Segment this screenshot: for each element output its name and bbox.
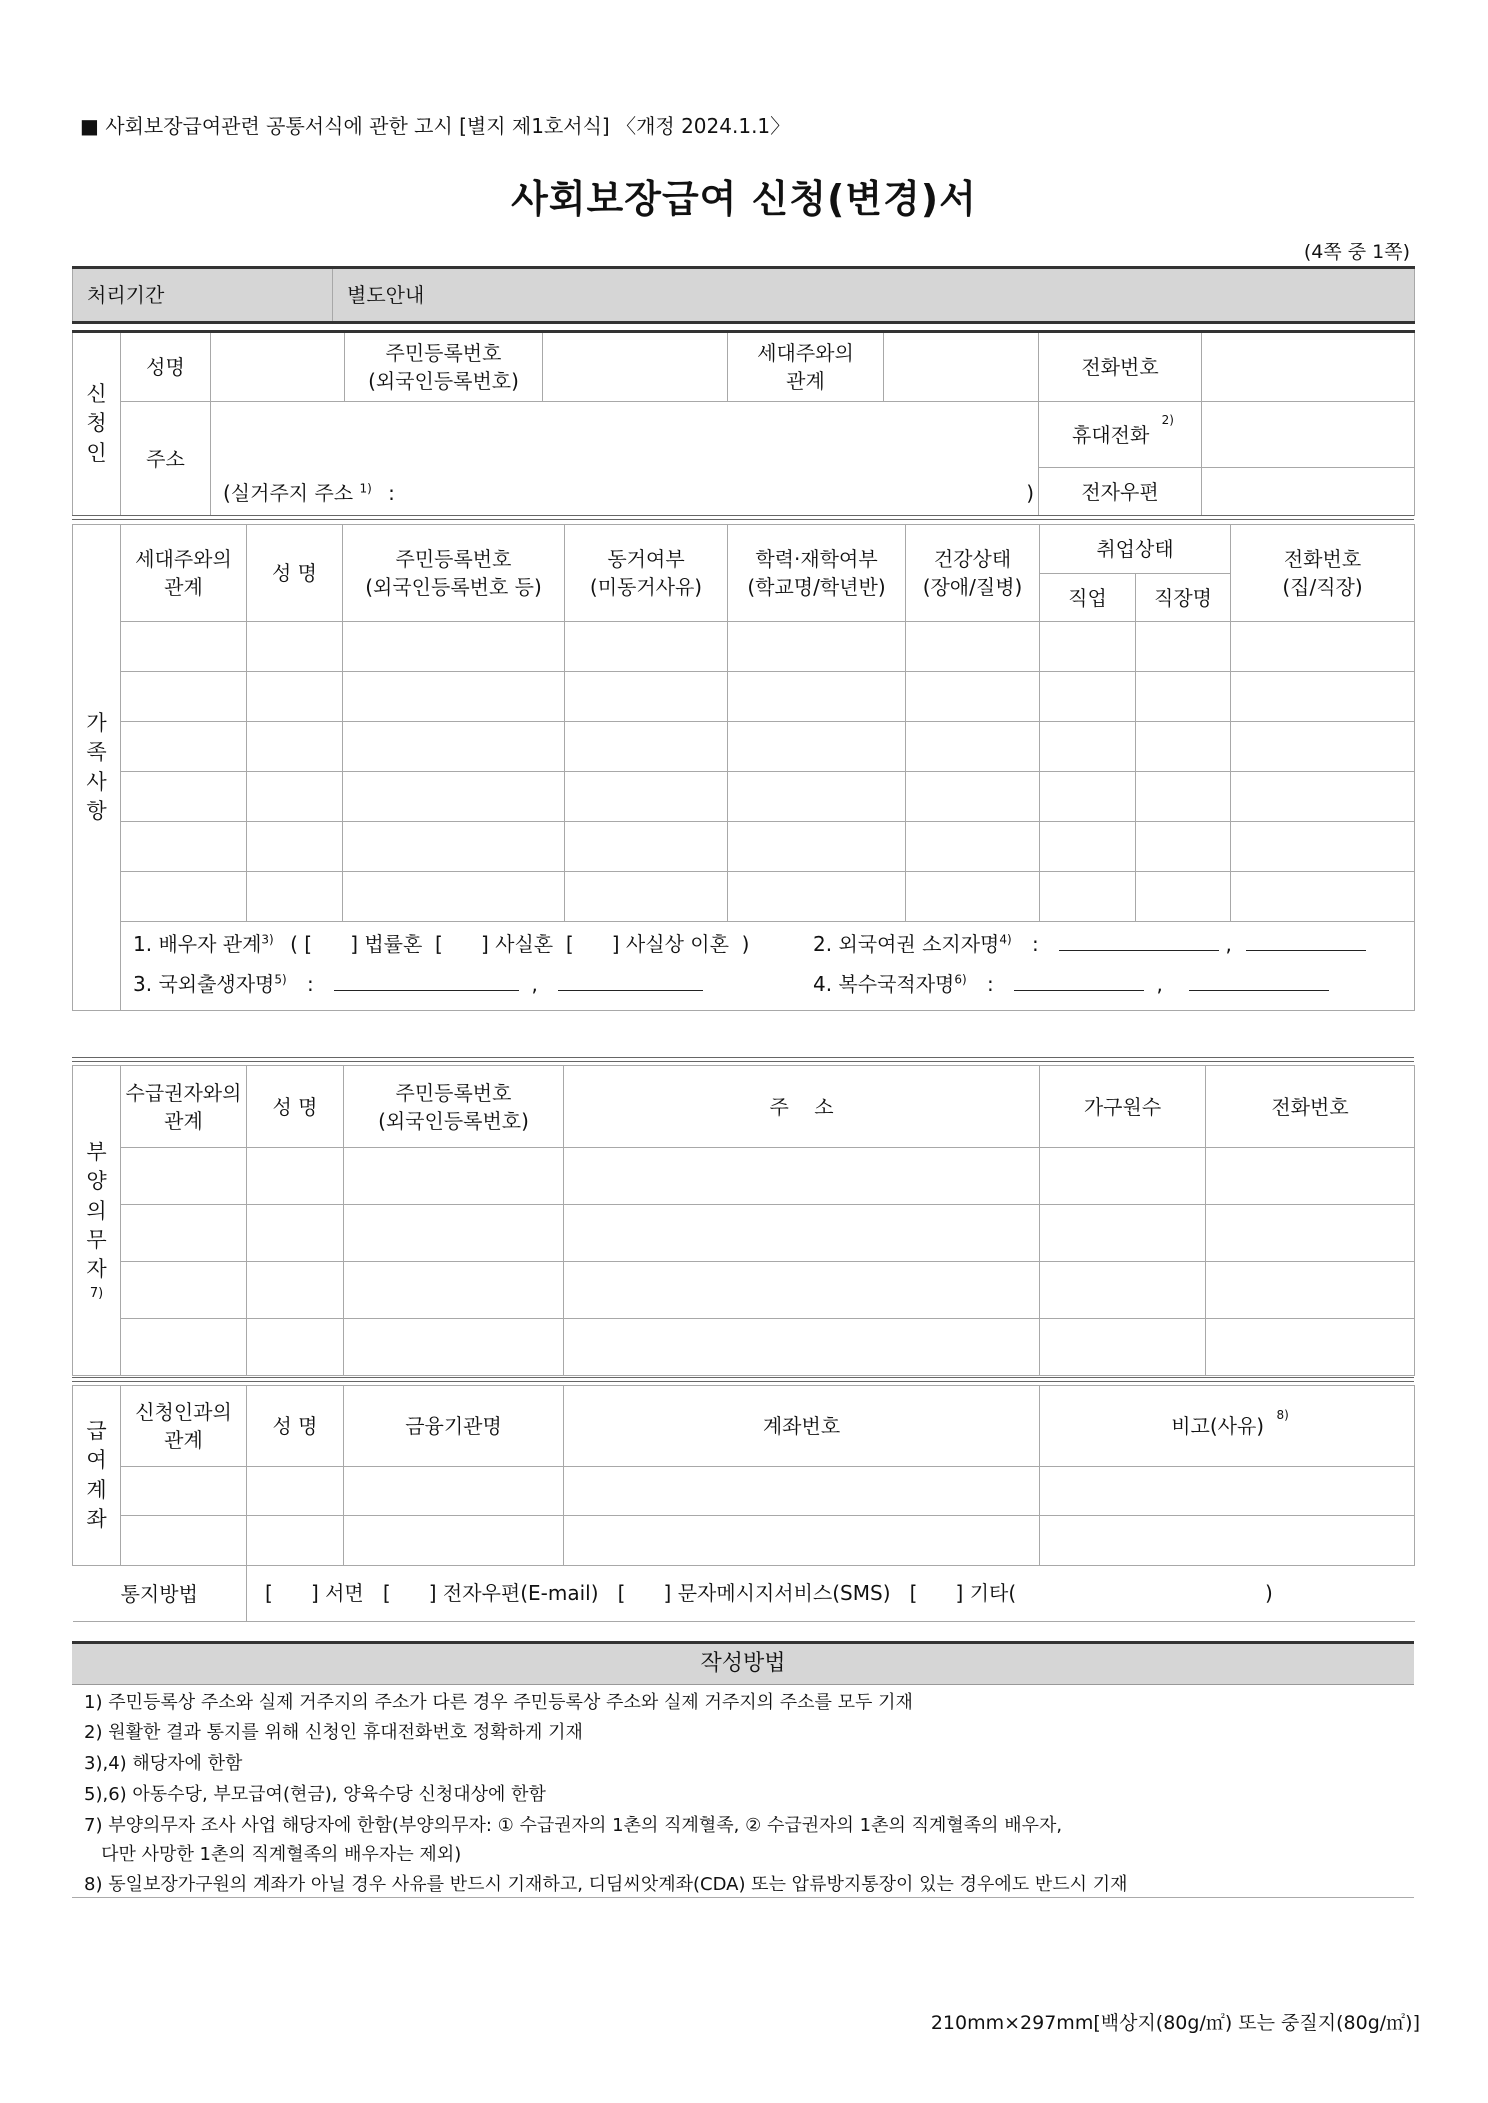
cell[interactable] <box>121 1516 247 1566</box>
support-rel-line1: 수급권자와의 <box>125 1080 242 1105</box>
cell[interactable] <box>728 772 906 822</box>
applicant-relation-label <box>728 332 884 402</box>
family-section-text: 가족사항 <box>86 710 107 823</box>
cell[interactable] <box>1040 622 1136 672</box>
mobile-label-text: 휴대전화 <box>1072 422 1150 447</box>
spouse-relation-options[interactable]: ( [ ] 법률혼 [ ] 사실혼 [ ] 사실상 이혼 ) <box>290 932 750 956</box>
cell[interactable] <box>247 1467 344 1516</box>
cell[interactable] <box>121 1205 247 1262</box>
family-col-job: 직업 <box>1040 574 1136 622</box>
q4-comma: , <box>1156 972 1163 996</box>
applicant-email-field[interactable] <box>1202 468 1415 516</box>
family-col-workplace: 직장명 <box>1136 574 1231 622</box>
family-edu-line1: 학력·재학여부 <box>755 547 878 571</box>
cell[interactable] <box>565 722 728 772</box>
q2-label: 2. 외국여권 소지자명 <box>813 932 1000 956</box>
family-col-rrn <box>343 525 565 622</box>
account-col-bank: 금융기관명 <box>344 1386 564 1467</box>
account-note-sup: 8) <box>1276 1408 1289 1423</box>
account-col-name: 성 명 <box>247 1386 344 1467</box>
q2-blank-1[interactable] <box>1059 932 1219 951</box>
cell[interactable] <box>1206 1205 1415 1262</box>
cell[interactable] <box>565 872 728 922</box>
applicant-rel-line2: 관계 <box>786 369 825 393</box>
family-col-education <box>728 525 906 622</box>
mobile-sup: 2) <box>1161 412 1174 427</box>
account-rel-line2: 관계 <box>164 1428 203 1452</box>
cell[interactable] <box>247 1319 344 1376</box>
family-col-relation <box>121 525 247 622</box>
support-section-text: 부양의무자 <box>86 1139 107 1282</box>
q3-blank-2[interactable] <box>558 972 703 991</box>
q1-label: 1. 배우자 관계 <box>133 932 262 956</box>
table-row <box>73 1319 1415 1376</box>
cell[interactable] <box>1231 622 1415 672</box>
applicant-rrn-field[interactable] <box>543 332 728 402</box>
table-row <box>73 722 1415 772</box>
cell[interactable] <box>121 722 247 772</box>
family-live-line1: 동거여부 <box>607 547 685 571</box>
cell[interactable] <box>343 622 565 672</box>
cell[interactable] <box>564 1516 1040 1566</box>
applicant-table <box>72 330 1415 516</box>
cell[interactable] <box>906 722 1040 772</box>
cell[interactable] <box>344 1319 564 1376</box>
table-row <box>73 1148 1415 1205</box>
cell[interactable] <box>1136 622 1231 672</box>
cell[interactable] <box>565 822 728 872</box>
instruction-line: 다만 사망한 1촌의 직계혈족의 배우자는 제외) <box>84 1844 462 1865</box>
cell[interactable] <box>1136 672 1231 722</box>
page-title: 사회보장급여 신청(변경)서 <box>511 177 977 221</box>
cell[interactable] <box>906 772 1040 822</box>
cell[interactable] <box>1040 1319 1206 1376</box>
support-section-label <box>73 1066 121 1376</box>
cell[interactable] <box>906 822 1040 872</box>
cell[interactable] <box>1231 672 1415 722</box>
cell[interactable] <box>906 672 1040 722</box>
applicant-name-field[interactable] <box>211 332 345 402</box>
cell[interactable] <box>121 672 247 722</box>
cell[interactable] <box>1040 1148 1206 1205</box>
cell[interactable] <box>343 872 565 922</box>
family-health-line2: (장애/질병) <box>922 575 1023 599</box>
cell[interactable] <box>247 872 343 922</box>
foreign-born-question <box>133 970 703 998</box>
notify-options <box>247 1566 1415 1622</box>
cell[interactable] <box>1040 722 1136 772</box>
cell[interactable] <box>247 672 343 722</box>
cell[interactable] <box>1040 1205 1206 1262</box>
family-rrn-line2: (외국인등록번호 등) <box>365 575 542 599</box>
cell[interactable] <box>247 822 343 872</box>
family-phone-line2: (집/직장) <box>1282 575 1363 599</box>
cell[interactable] <box>1040 872 1136 922</box>
cell[interactable] <box>247 1205 344 1262</box>
cell[interactable] <box>728 822 906 872</box>
real-address-sup: 1) <box>359 481 372 496</box>
page-number: (4쪽 중 1쪽) <box>1303 241 1410 263</box>
table-row <box>73 672 1415 722</box>
family-edu-line2: (학교명/학년반) <box>747 575 886 599</box>
support-rrn-line2: (외국인등록번호) <box>378 1108 529 1133</box>
q4-blank-1[interactable] <box>1014 972 1144 991</box>
applicant-address-field[interactable] <box>211 402 1039 516</box>
support-section-sup: 7) <box>89 1285 104 1301</box>
form-notice: ■ 사회보장급여관련 공통서식에 관한 고시 [별지 제1호서식] 〈개정 2024.1.1〉 <box>80 114 791 138</box>
account-section-label <box>73 1386 121 1566</box>
table-row <box>73 872 1415 922</box>
instruction-line: 8) 동일보장가구원의 계좌가 아닐 경우 사유를 반드시 기재하고, 디딤씨앗계좌(CDA) 또는 압류방지통장이 있는 경우에도 반드시 기재 <box>84 1874 1128 1895</box>
q2-comma: , <box>1225 932 1232 956</box>
cell[interactable] <box>344 1205 564 1262</box>
cell[interactable] <box>906 872 1040 922</box>
cell[interactable] <box>1040 1467 1415 1516</box>
cell[interactable] <box>565 622 728 672</box>
q3-blank-1[interactable] <box>334 972 519 991</box>
processing-table <box>72 266 1415 324</box>
section-divider <box>72 1381 1414 1382</box>
foreign-passport-question <box>813 930 1366 958</box>
cell[interactable] <box>247 1262 344 1319</box>
cell[interactable] <box>564 1319 1040 1376</box>
cell[interactable] <box>343 722 565 772</box>
cell[interactable] <box>728 672 906 722</box>
instruction-line: 1) 주민등록상 주소와 실제 거주지의 주소가 다른 경우 주민등록상 주소와 실제 거주지의 주소를 모두 기재 <box>84 1692 913 1713</box>
account-col-relation <box>121 1386 247 1467</box>
section-divider <box>72 1377 1414 1378</box>
family-section-label <box>73 525 121 1011</box>
account-section-text: 급여계좌 <box>86 1418 107 1531</box>
paper-spec-footer: 210mm×297mm[백상지(80g/㎡) 또는 중질지(80g/㎡)] <box>930 2012 1420 2034</box>
support-col-phone: 전화번호 <box>1206 1066 1415 1148</box>
family-health-line1: 건강상태 <box>933 547 1012 571</box>
cell[interactable] <box>1136 872 1231 922</box>
table-row <box>73 1467 1415 1516</box>
instruction-line: 7) 부양의무자 조사 사업 해당자에 한함(부양의무자: ① 수급권자의 1촌의 직계혈족, ② 수급권자의 1촌의 직계혈족의 배우자, <box>84 1815 1063 1836</box>
q4-label: 4. 복수국적자명 <box>813 972 955 996</box>
cell[interactable] <box>247 622 343 672</box>
family-col-employment: 취업상태 <box>1040 525 1231 574</box>
cell[interactable] <box>728 872 906 922</box>
cell[interactable] <box>343 772 565 822</box>
applicant-mobile-label <box>1039 402 1202 468</box>
cell[interactable] <box>121 1467 247 1516</box>
instructions-title: 작성방법 <box>72 1641 1414 1685</box>
instruction-line: 2) 원활한 결과 통지를 위해 신청인 휴대전화번호 정확하게 기재 <box>84 1722 583 1743</box>
cell[interactable] <box>1040 1262 1206 1319</box>
cell[interactable] <box>247 772 343 822</box>
spouse-relation-question <box>133 930 749 958</box>
notify-option-list[interactable]: [ ] 서면 [ ] 전자우편(E-mail) [ ] 문자메시지서비스(SMS) [ ] 기타( <box>265 1580 1017 1605</box>
support-col-address: 주 소 <box>564 1066 1040 1148</box>
family-extra-questions <box>121 922 1415 1011</box>
cell[interactable] <box>564 1467 1040 1516</box>
table-row <box>73 772 1415 822</box>
cell[interactable] <box>1040 822 1136 872</box>
cell[interactable] <box>247 722 343 772</box>
family-col-living <box>565 525 728 622</box>
q3-colon: : <box>307 972 314 996</box>
cell[interactable] <box>247 1148 344 1205</box>
q1-sup: 3) <box>261 932 274 947</box>
family-rel-line2: 관계 <box>164 575 203 599</box>
cell[interactable] <box>728 622 906 672</box>
applicant-email-label: 전자우편 <box>1039 468 1202 516</box>
account-table <box>72 1385 1415 1622</box>
cell[interactable] <box>121 872 247 922</box>
applicant-mobile-field[interactable] <box>1202 402 1415 468</box>
applicant-name-label: 성명 <box>121 332 211 402</box>
family-col-phone <box>1231 525 1415 622</box>
applicant-rrn-line2: (외국인등록번호) <box>368 369 519 393</box>
section-divider <box>72 519 1414 520</box>
cell[interactable] <box>906 622 1040 672</box>
q3-comma: , <box>531 972 538 996</box>
family-live-line2: (미동거사유) <box>589 575 703 599</box>
cell[interactable] <box>343 672 565 722</box>
cell[interactable] <box>564 1262 1040 1319</box>
support-col-household: 가구원수 <box>1040 1066 1206 1148</box>
dual-nationality-question <box>813 970 1329 998</box>
processing-value: 별도안내 <box>333 268 1415 323</box>
cell[interactable] <box>565 672 728 722</box>
section-divider <box>72 515 1414 516</box>
cell[interactable] <box>344 1467 564 1516</box>
cell[interactable] <box>1040 672 1136 722</box>
applicant-relation-field[interactable] <box>884 332 1039 402</box>
cell[interactable] <box>728 722 906 772</box>
table-row <box>73 622 1415 672</box>
q2-blank-2[interactable] <box>1246 932 1366 951</box>
applicant-rel-line1: 세대주와의 <box>757 341 854 365</box>
cell[interactable] <box>565 772 728 822</box>
cell[interactable] <box>121 1319 247 1376</box>
table-row <box>73 1262 1415 1319</box>
q4-blank-2[interactable] <box>1189 972 1329 991</box>
account-col-number: 계좌번호 <box>564 1386 1040 1467</box>
real-address-colon: : <box>388 481 395 505</box>
real-address-text: (실거주지 주소 <box>223 481 354 505</box>
real-address-close: ) <box>1026 481 1034 505</box>
support-col-rrn <box>344 1066 564 1148</box>
table-row <box>73 1516 1415 1566</box>
applicant-address-label: 주소 <box>121 402 211 516</box>
section-divider <box>72 1061 1414 1062</box>
notify-label: 통지방법 <box>73 1566 247 1622</box>
support-rel-line2: 관계 <box>164 1108 203 1133</box>
cell[interactable] <box>1136 772 1231 822</box>
q4-sup: 6) <box>954 972 967 987</box>
instruction-line: 5),6) 아동수당, 부모급여(현금), 양육수당 신청대상에 한함 <box>84 1784 546 1805</box>
support-col-relation <box>121 1066 247 1148</box>
section-divider <box>72 1057 1414 1058</box>
cell[interactable] <box>1231 872 1415 922</box>
account-rel-line1: 신청인과의 <box>135 1400 232 1424</box>
table-row <box>73 1205 1415 1262</box>
cell[interactable] <box>1206 1319 1415 1376</box>
cell[interactable] <box>564 1148 1040 1205</box>
cell[interactable] <box>344 1148 564 1205</box>
processing-label: 처리기간 <box>73 268 333 323</box>
applicant-rrn-label <box>345 332 543 402</box>
family-phone-line1: 전화번호 <box>1283 547 1362 571</box>
cell[interactable] <box>343 822 565 872</box>
cell[interactable] <box>1206 1262 1415 1319</box>
applicant-section-text: 신청인 <box>86 381 107 465</box>
applicant-section-label <box>73 332 121 516</box>
cell[interactable] <box>1136 722 1231 772</box>
q3-label: 3. 국외출생자명 <box>133 972 275 996</box>
notify-close-paren: ) <box>1265 1580 1273 1605</box>
applicant-phone-field[interactable] <box>1202 332 1415 402</box>
cell[interactable] <box>121 772 247 822</box>
instructions-bottom-rule <box>72 1897 1414 1898</box>
family-col-name: 성 명 <box>247 525 343 622</box>
q2-colon: : <box>1032 932 1039 956</box>
family-rrn-line1: 주민등록번호 <box>395 547 512 571</box>
cell[interactable] <box>344 1262 564 1319</box>
cell[interactable] <box>1231 772 1415 822</box>
account-col-note <box>1040 1386 1415 1467</box>
cell[interactable] <box>1206 1148 1415 1205</box>
cell[interactable] <box>1231 722 1415 772</box>
family-rel-line1: 세대주와의 <box>135 547 232 571</box>
cell[interactable] <box>121 622 247 672</box>
cell[interactable] <box>247 1516 344 1566</box>
instruction-line: 3),4) 해당자에 한함 <box>84 1753 243 1774</box>
cell[interactable] <box>1040 1516 1415 1566</box>
q3-sup: 5) <box>274 972 287 987</box>
cell[interactable] <box>564 1205 1040 1262</box>
cell[interactable] <box>1136 822 1231 872</box>
cell[interactable] <box>1231 822 1415 872</box>
q4-colon: : <box>987 972 994 996</box>
support-col-name: 성 명 <box>247 1066 344 1148</box>
real-address-label <box>223 479 395 507</box>
cell[interactable] <box>1040 772 1136 822</box>
q2-sup: 4) <box>999 932 1012 947</box>
cell[interactable] <box>344 1516 564 1566</box>
applicant-rrn-line1: 주민등록번호 <box>385 341 502 365</box>
family-table <box>72 524 1415 1011</box>
cell[interactable] <box>121 822 247 872</box>
cell[interactable] <box>121 1148 247 1205</box>
cell[interactable] <box>121 1262 247 1319</box>
family-col-health <box>906 525 1040 622</box>
table-row <box>73 822 1415 872</box>
applicant-phone-label: 전화번호 <box>1039 332 1202 402</box>
support-rrn-line1: 주민등록번호 <box>395 1080 512 1105</box>
support-table <box>72 1065 1415 1376</box>
account-note-text: 비고(사유) <box>1171 1414 1265 1438</box>
